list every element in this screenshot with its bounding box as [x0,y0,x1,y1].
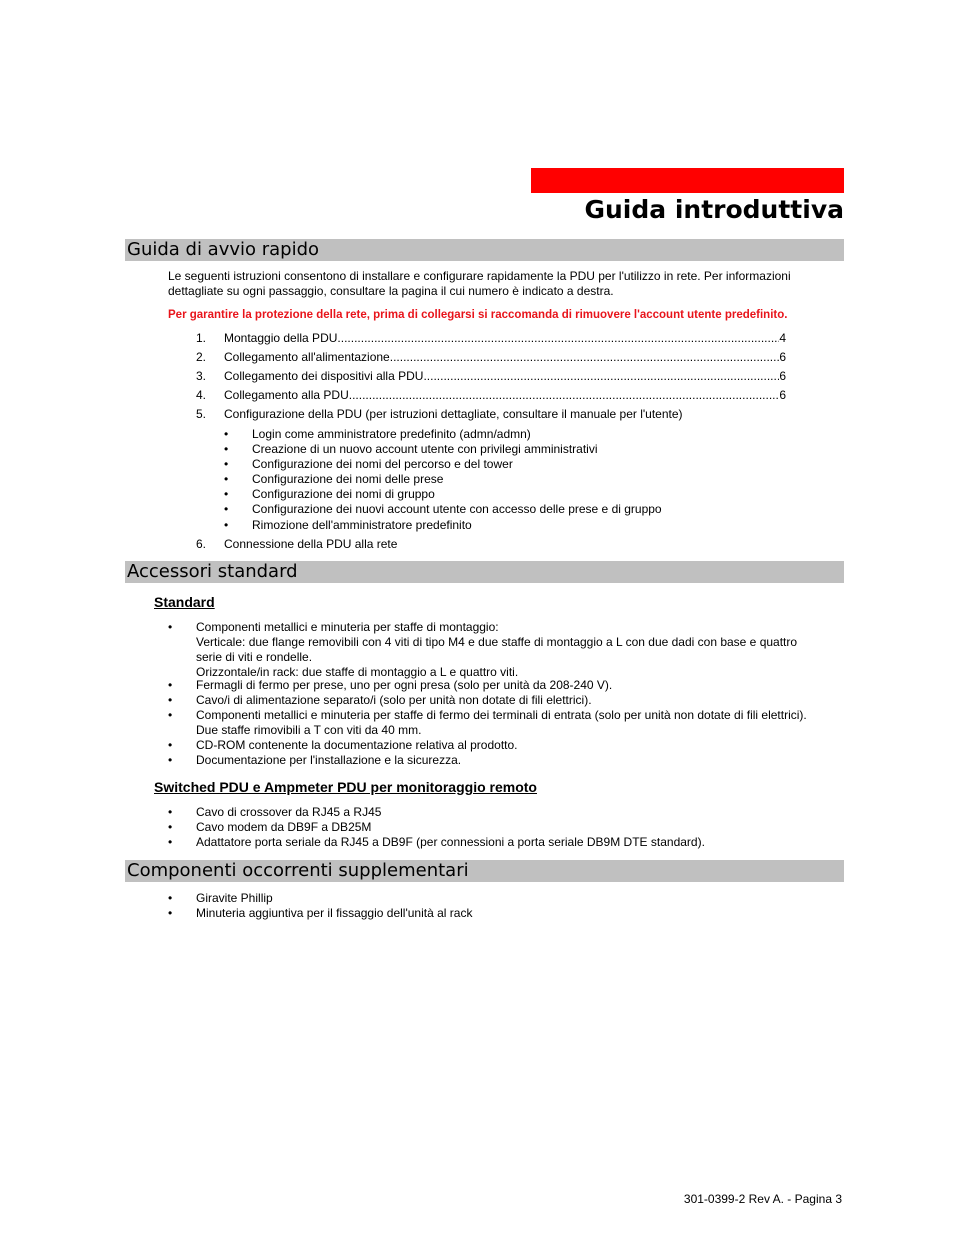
list-item: • Rimozione dell'amministratore predefinito [224,518,472,532]
list-item: • Configurazione dei nomi del percorso e del tower [224,457,513,471]
list-item: • Minuteria aggiuntiva per il fissaggio dell'unità al rack [168,906,473,920]
title-accent-bar [531,168,844,193]
subheading-switched-pdu: Switched PDU e Ampmeter PDU per monitoraggio remoto [154,779,537,795]
toc-entry: 1. Montaggio della PDU ..... 4 [196,331,786,346]
section-heading-quick-start: Guida di avvio rapido [125,239,844,261]
page-footer: 301-0399-2 Rev A. - Pagina 3 [683,1192,842,1206]
toc-entry: 2. Collegamento all'alimentazione ..... 6 [196,350,786,365]
list-item: • Creazione di un nuovo account utente con privilegi amministrativi [224,442,598,456]
list-item: • Fermagli di fermo per prese, uno per ogni presa (solo per unità da 208-240 V). [168,678,613,692]
section-heading-extra-components: Componenti occorrenti supplementari [125,860,844,882]
toc-entry: 3. Collegamento dei dispositivi alla PDU ..... 6 [196,369,786,384]
list-item: • Documentazione per l'installazione e la sicurezza. [168,753,462,767]
toc-entry: 4. Collegamento alla PDU ..... 6 [196,388,786,403]
security-warning: Per garantire la protezione della rete, prima di collegarsi si raccomanda di rimuovere l'account utente predefinito. [168,309,788,321]
list-item: • Componenti metallici e minuteria per staffe di montaggio: Verticale: due flange removibili con 4 viti di tipo M4 e due staffe di montaggio a L con due dadi con base e quattro serie di viti e rondelle. Orizzontale/in rack: due staffe di montaggio a L e quattro viti. [168,620,798,679]
list-item: • Adattatore porta seriale da RJ45 a DB9F (per connessioni a porta seriale DB9M DTE standard). [168,835,705,849]
list-item: • Cavo di crossover da RJ45 a RJ45 [168,805,382,819]
list-item: • Componenti metallici e minuteria per staffe di fermo dei terminali di entrata (solo per unità non dotate di fili elettrici). Due staffe rimovibili a T con viti da 40 mm. [168,708,807,737]
list-item: • Configurazione dei nomi di gruppo [224,487,435,501]
toc-entry: 6. Connessione della PDU alla rete [196,537,398,551]
subheading-standard: Standard [154,594,215,610]
list-item: • Cavo modem da DB9F a DB25M [168,820,372,834]
list-item: • Giravite Phillip [168,891,273,905]
section-heading-accessories: Accessori standard [125,561,844,583]
list-item: • Configurazione dei nomi delle prese [224,472,444,486]
list-item: • Login come amministratore predefinito (admn/admn) [224,427,531,441]
intro-paragraph: Le seguenti istruzioni consentono di installare e configurare rapidamente la PDU per l'utilizzo in rete. Per informazioni dettagliate su ogni passaggio, consultare la pagina il cui numero è indicato a destra. [168,269,791,298]
list-item: • CD-ROM contenente la documentazione relativa al prodotto. [168,738,518,752]
page-title: Guida introduttiva [584,195,844,224]
toc-entry: 5. Configurazione della PDU (per istruzioni dettagliate, consultare il manuale per l'utente) [196,407,683,421]
list-item: • Configurazione dei nuovi account utente con accesso delle prese e di gruppo [224,502,662,516]
list-item: • Cavo/i di alimentazione separato/i (solo per unità non dotate di fili elettrici). [168,693,592,707]
